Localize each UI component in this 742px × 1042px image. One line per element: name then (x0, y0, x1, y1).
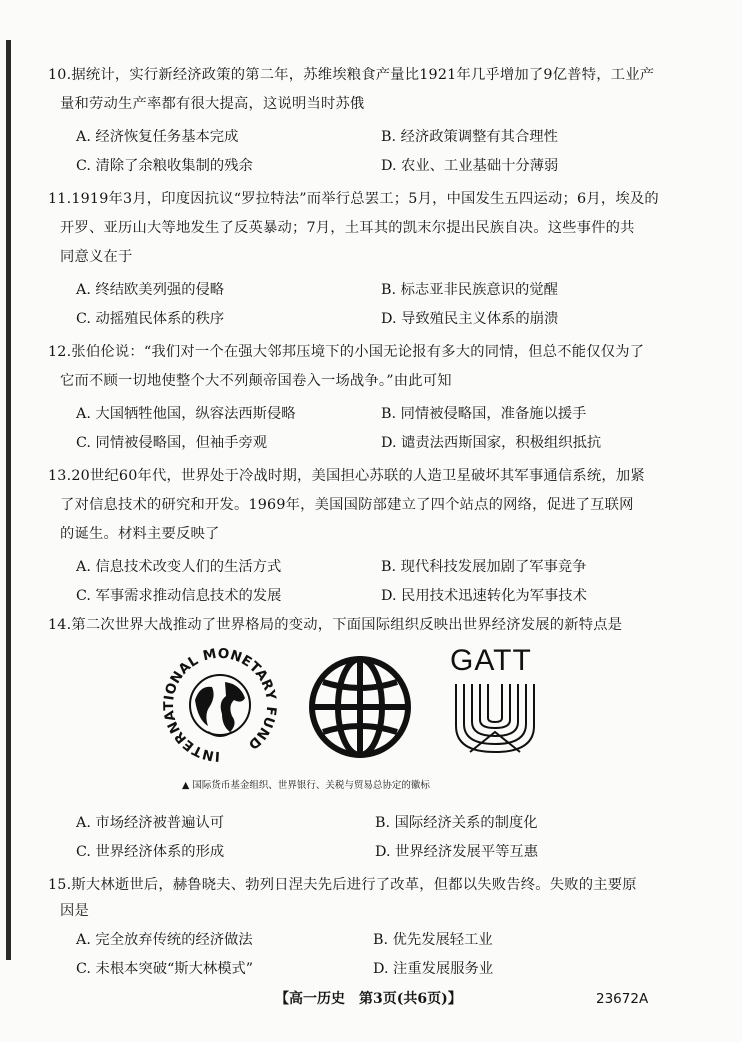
q12-stem-line-2: 它而不顾一切地使整个大不列颠帝国卷入一场战争。”由此可知 (60, 373, 452, 389)
imf-ring-text: INTERNATIONAL MONETARY FUND (160, 645, 280, 765)
q11-option-c[interactable]: C. 动摇殖民体系的秩序 (76, 311, 225, 327)
world-bank-logo-icon (305, 652, 415, 762)
q13-option-d[interactable]: D. 民用技术迅速转化为军事技术 (381, 588, 587, 604)
q10-option-c[interactable]: C. 清除了余粮收集制的残余 (76, 158, 253, 174)
q10-option-b[interactable]: B. 经济政策调整有其合理性 (381, 129, 558, 145)
q10-option-d[interactable]: D. 农业、工业基础十分薄弱 (381, 158, 559, 174)
imf-logo-icon (150, 640, 290, 770)
q14-stem-line-1: 14.第二次世界大战推动了世界格局的变动，下面国际组织反映出世界经济发展的新特点是 (48, 617, 623, 633)
q10-option-a[interactable]: A. 经济恢复任务基本完成 (76, 129, 239, 145)
q11-option-d[interactable]: D. 导致殖民主义体系的崩溃 (381, 311, 559, 327)
q12-stem-line-1: 12.张伯伦说：“我们对一个在强大邻邦压境下的小国无论报有多大的同情，但总不能仅仅为了 (48, 344, 645, 360)
q12-option-a[interactable]: A. 大国牺牲他国，纵容法西斯侵略 (76, 406, 296, 422)
gatt-logo (450, 644, 540, 764)
q13-option-b[interactable]: B. 现代科技发展加剧了军事竞争 (381, 559, 587, 575)
q14-logos-figure (150, 640, 550, 770)
q15-option-a[interactable]: A. 完全放弃传统的经济做法 (76, 932, 253, 948)
gatt-label: GATT (450, 644, 532, 677)
q10-stem-line-1: 10.据统计，实行新经济政策的第二年，苏维埃粮食产量比1921年几乎增加了9亿普特，工业产 (48, 67, 655, 83)
q14-option-c[interactable]: C. 世界经济体系的形成 (76, 844, 225, 860)
q15-stem-line-1: 15.斯大林逝世后，赫鲁晓夫、勃列日涅夫先后进行了改革，但都以失败告终。失败的主要原 (48, 877, 637, 893)
q12-option-b[interactable]: B. 同情被侵略国，准备施以援手 (381, 406, 587, 422)
q13-option-a[interactable]: A. 信息技术改变人们的生活方式 (76, 559, 282, 575)
q13-stem-line-2: 了对信息技术的研究和开发。1969年，美国国防部建立了四个站点的网络，促进了互联网 (60, 497, 634, 513)
q15-option-d[interactable]: D. 注重发展服务业 (373, 961, 494, 977)
q15-option-c[interactable]: C. 未根本突破“斯大林模式” (76, 961, 254, 977)
svg-text:INTERNATIONAL MONETARY FUND (161, 646, 279, 764)
q10-stem-line-2: 量和劳动生产率都有很大提高，这说明当时苏俄 (60, 96, 365, 112)
q11-stem-line-1: 11.1919年3月，印度因抗议“罗拉特法”而举行总罢工；5月，中国发生五四运动；6月，埃及的 (48, 191, 659, 207)
q14-option-a[interactable]: A. 市场经济被普遍认可 (76, 815, 225, 831)
q14-option-b[interactable]: B. 国际经济关系的制度化 (375, 815, 538, 831)
q14-option-d[interactable]: D. 世界经济发展平等互惠 (375, 844, 539, 860)
q13-stem-line-3: 的诞生。材料主要反映了 (60, 526, 220, 542)
q15-option-b[interactable]: B. 优先发展轻工业 (373, 932, 493, 948)
q11-stem-line-3: 同意义在于 (60, 249, 133, 265)
q15-stem-line-2: 因是 (60, 903, 89, 919)
q14-figure-caption: ▲ 国际货币基金组织、世界银行、关税与贸易总协定的徽标 (182, 780, 430, 791)
q13-stem-line-1: 13.20世纪60年代，世界处于冷战时期，美国担心苏联的人造卫星破坏其军事通信系统，加紧 (48, 468, 645, 484)
q11-option-b[interactable]: B. 标志亚非民族意识的觉醒 (381, 282, 558, 298)
q11-option-a[interactable]: A. 终结欧美列强的侵略 (76, 282, 225, 298)
paper-code: 23672A (596, 991, 649, 1007)
q11-stem-line-2: 开罗、亚历山大等地发生了反英暴动；7月，土耳其的凯末尔提出民族自决。这些事件的共 (60, 220, 635, 236)
gatt-arcs-icon (450, 680, 540, 760)
q12-option-d[interactable]: D. 谴责法西斯国家，积极组织抵抗 (381, 435, 602, 451)
q13-option-c[interactable]: C. 军事需求推动信息技术的发展 (76, 588, 282, 604)
q12-option-c[interactable]: C. 同情被侵略国，但袖手旁观 (76, 435, 268, 451)
page-footer: 【高一历史 第3页(共6页)】 (275, 991, 462, 1007)
